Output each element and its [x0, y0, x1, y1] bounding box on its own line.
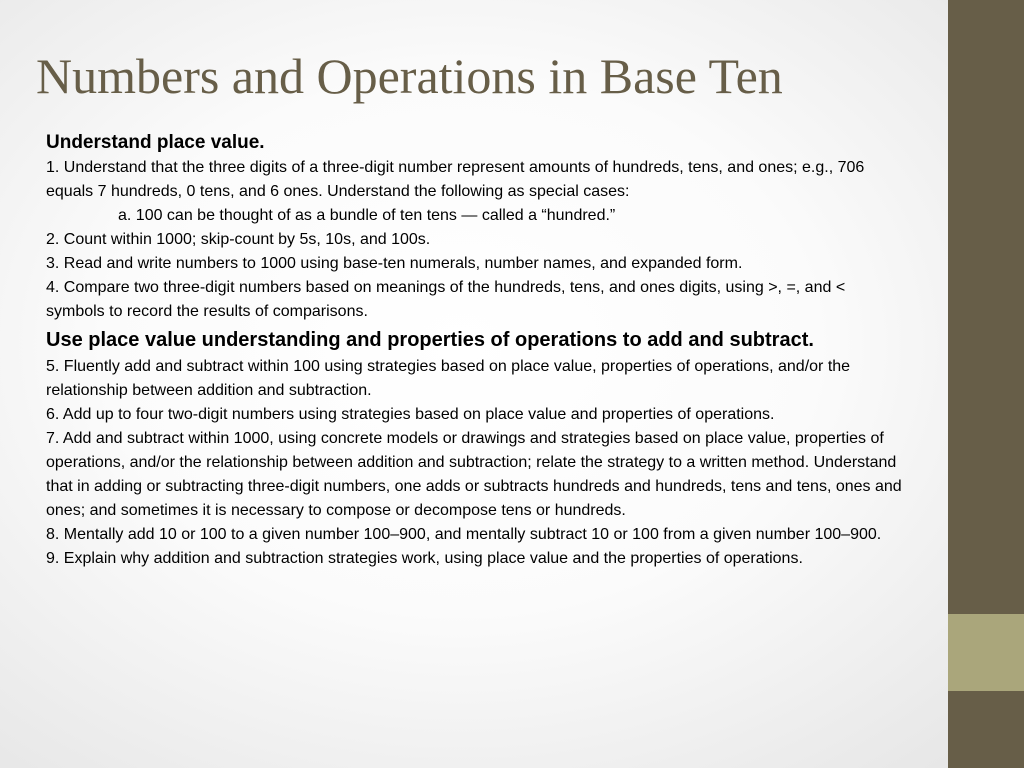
standard-1: 1. Understand that the three digits of a three-digit number represent amounts of hundreds, tens, and ones; e.g., 706 equals 7 hundreds, 0 tens, and 6 ones. Understand the following as special cases:	[46, 159, 865, 200]
standard-2: 2. Count within 1000; skip-count by 5s, 10s, and 100s.	[46, 231, 431, 248]
slide-title: Numbers and Operations in Base Ten	[36, 48, 783, 104]
standard-9: 9. Explain why addition and subtraction strategies work, using place value and the properties of operations.	[46, 550, 803, 567]
standard-5: 5. Fluently add and subtract within 100 using strategies based on place value, properties of operations, and/or the relationship between addition and subtraction.	[46, 358, 851, 399]
standard-8: 8. Mentally add 10 or 100 to a given number 100–900, and mentally subtract 10 or 100 from a given number 100–900.	[46, 526, 882, 543]
sidebar-accent-block	[948, 614, 1024, 691]
standard-7: 7. Add and subtract within 1000, using concrete models or drawings and strategies based on place value, properties of operations, and/or the relationship between addition and subtraction; relate the strategy to a written method. Understand that in adding or subtracting three-digit numbers, one adds or subtracts hundreds and hundreds, tens and tens, ones and ones; and sometimes it is necessary to compose or decompose tens or hundreds.	[46, 430, 902, 519]
standard-4: 4. Compare two three-digit numbers based on meanings of the hundreds, tens, and ones digits, using >, =, and < symbols to record the results of comparisons.	[46, 279, 846, 320]
standard-6: 6. Add up to four two-digit numbers using strategies based on place value and properties of operations.	[46, 406, 775, 423]
standard-3: 3. Read and write numbers to 1000 using base-ten numerals, number names, and expanded form.	[46, 255, 743, 272]
slide-body	[46, 130, 906, 571]
section-heading-add-subtract: Use place value understanding and properties of operations to add and subtract.	[46, 329, 814, 351]
standard-1a: a. 100 can be thought of as a bundle of ten tens — called a “hundred.”	[118, 207, 616, 224]
section-heading-place-value: Understand place value.	[46, 132, 265, 153]
